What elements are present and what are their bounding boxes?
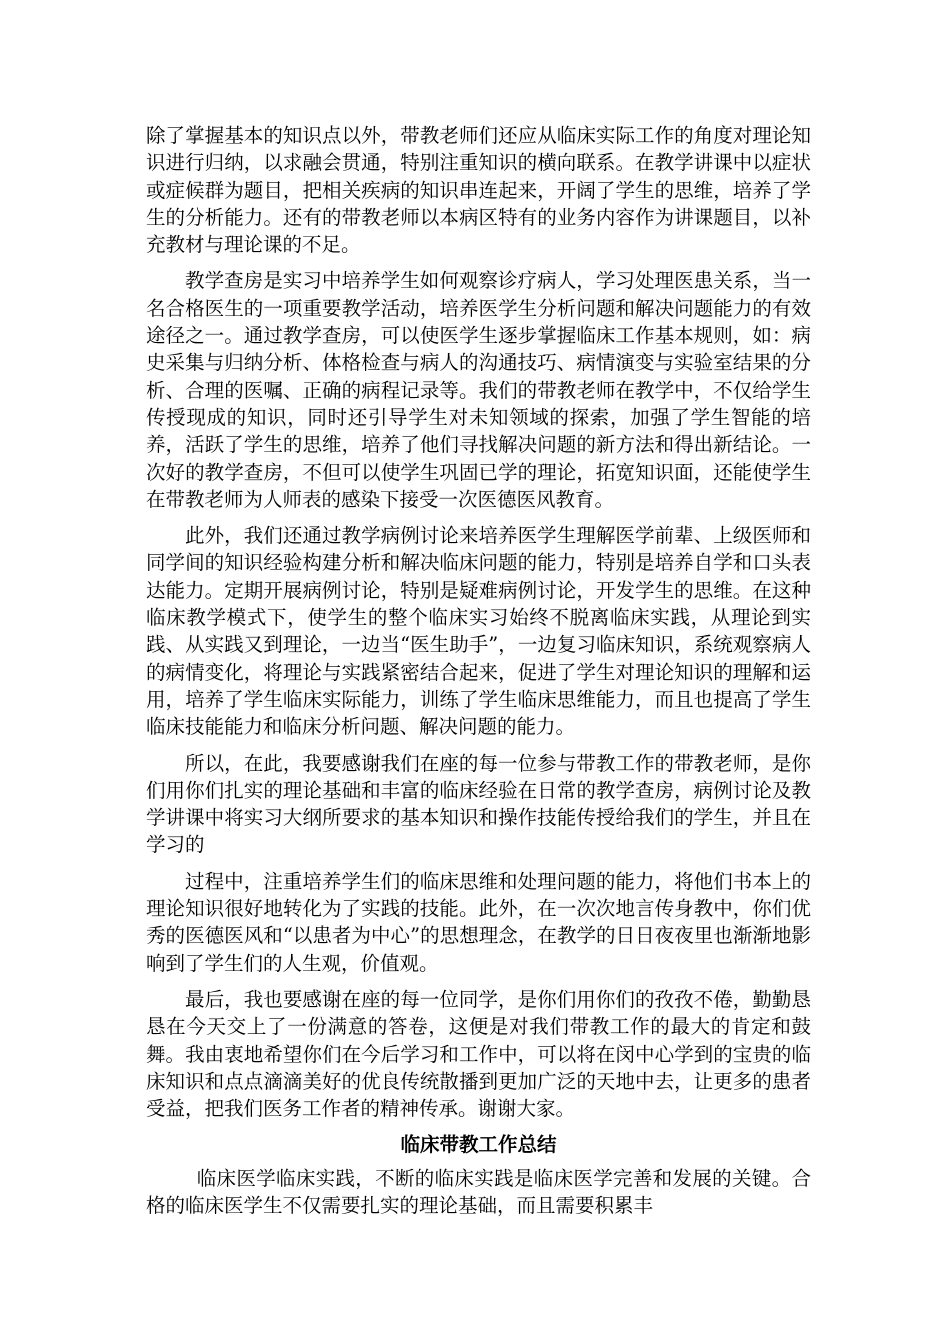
paragraph-thanks-students: 最后，我也要感谢在座的每一位同学，是你们用你们的孜孜不倦，勤勤恳恳在今天交上了一份满意的答卷，这便是对我们带教工作的最大的肯定和鼓舞。我由衷地希望你们在今后学习和工作中，可以将在闵中心学到的宝贵的临床知识和点点滴滴美好的优良传统散播到更加广泛的天地中去，让更多的患者受益，把我们医务工作者的精神传承。谢谢大家。 <box>146 987 811 1121</box>
paragraph-clinical-practice: 临床医学临床实践，不断的临床实践是临床医学完善和发展的关键。合格的临床医学生不仅需要扎实的理论基础，而且需要积累丰 <box>146 1166 811 1217</box>
paragraph-teaching-rounds: 教学查房是实习中培养学生如何观察诊疗病人，学习处理医患关系，当一名合格医生的一项重要教学活动，培养医学生分析问题和解决问题能力的有效途径之一。通过教学查房，可以使医学生逐步掌握临床工作基本规则，如：病史采集与归纳分析、体格检查与病人的沟通技巧、病情演变与实验室结果的分析、合理的医嘱、正确的病程记录等。我们的带教老师在教学中，不仅给学生传授现成的知识，同时还引导学生对未知领域的探索，加强了学生智能的培养，活跃了学生的思维，培养了他们寻找解决问题的新方法和得出新结论。一次好的教学查房，不但可以使学生巩固已学的理论，拓宽知识面，还能使学生在带教老师为人师表的感染下接受一次医德医风教育。 <box>146 269 811 511</box>
paragraph-case-discussion: 此外，我们还通过教学病例讨论来培养医学生理解医学前辈、上级医师和同学间的知识经验构建分析和解决临床问题的能力，特别是培养自学和口头表达能力。定期开展病例讨论，特别是疑难病例讨论，开发学生的思维。在这种临床教学模式下，使学生的整个临床实习始终不脱离临床实践，从理论到实践、从实践又到理论，一边当“医生助手”，一边复习临床知识，系统观察病人的病情变化，将理论与实践紧密结合起来，促进了学生对理论知识的理解和运用，培养了学生临床实际能力，训练了学生临床思维能力，而且也提高了学生临床技能能力和临床分析问题、解决问题的能力。 <box>146 524 811 739</box>
section-heading: 临床带教工作总结 <box>400 1133 557 1157</box>
paragraph-learning-process: 过程中，注重培养学生们的临床思维和处理问题的能力，将他们书本上的理论知识很好地转化为了实践的技能。此外，在一次次地言传身教中，你们优秀的医德医风和“以患者为中心”的思想理念，在教学的日日夜夜里也渐渐地影响到了学生们的人生观，价值观。 <box>146 869 811 975</box>
document-body <box>146 122 811 1228</box>
paragraph-thanks-teachers: 所以，在此，我要感谢我们在座的每一位参与带教工作的带教老师，是你们用你们扎实的理论基础和丰富的临床经验在日常的教学查房，病例讨论及教学讲课中将实习大纲所要求的基本知识和操作技能传授给我们的学生，并且在学习的 <box>146 751 811 857</box>
paragraph-teaching-lectures: 除了掌握基本的知识点以外，带教老师们还应从临床实际工作的角度对理论知识进行归纳，以求融会贯通，特别注重知识的横向联系。在教学讲课中以症状或症候群为题目，把相关疾病的知识串连起来，开阔了学生的思维，培养了学生的分析能力。还有的带教老师以本病区特有的业务内容作为讲课题目，以补充教材与理论课的不足。 <box>146 124 811 257</box>
